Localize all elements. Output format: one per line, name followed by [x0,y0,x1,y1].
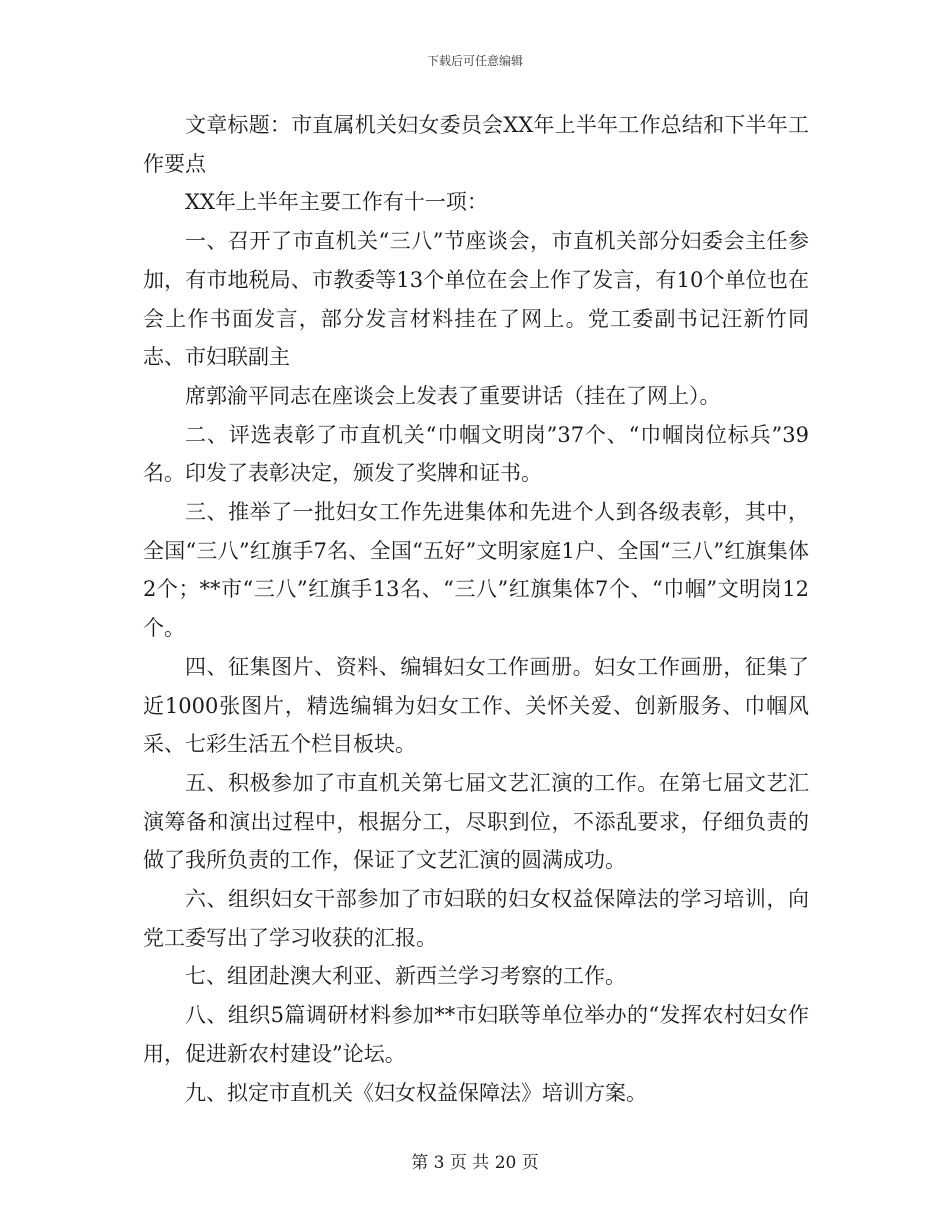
item-8-paragraph: 八、组织5篇调研材料参加**市妇联等单位举办的“发挥农村妇女作用，促进新农村建设”论坛。 [143,1003,809,1066]
page-number-footer: 第 3 页 共 20 页 [411,1153,539,1173]
item-5-paragraph: 五、积极参加了市直机关第七届文艺汇演的工作。在第七届文艺汇演筹备和演出过程中，根据分工，尽职到位，不添乱要求，仔细负责的做了我所负责的工作，保证了文艺汇演的圆满成功。 [143,770,809,873]
document-body [143,106,809,1112]
article-title-paragraph: 文章标题：市直属机关妇女委员会XX年上半年工作总结和下半年工作要点 [143,113,809,176]
item-7-paragraph: 七、组团赴澳大利亚、新西兰学习考察的工作。 [185,964,626,989]
summary-intro-paragraph: XX年上半年主要工作有十一项： [185,190,488,215]
item-6-paragraph: 六、组织妇女干部参加了市妇联的妇女权益保障法的学习培训，向党工委写出了学习收获的汇报。 [143,887,809,950]
item-1-continuation-paragraph: 席郭渝平同志在座谈会上发表了重要讲话（挂在了网上）。 [185,383,721,408]
item-3-paragraph: 三、推举了一批妇女工作先进集体和先进个人到各级表彰，其中，全国“三八”红旗手7名、全国“五好”文明家庭1户、全国“三八”红旗集体2个；**市“三八”红旗手13名、“三八”红旗集体7个、“巾帼”文明岗12个。 [143,500,809,641]
item-2-paragraph: 二、评选表彰了市直机关“巾帼文明岗”37个、“巾帼岗位标兵”39名。印发了表彰决定，颁发了奖牌和证书。 [143,422,809,486]
page-header-note: 下载后可任意编辑 [426,54,523,68]
item-9-paragraph: 九、拟定市直机关《妇女权益保障法》培训方案。 [185,1080,647,1105]
item-4-paragraph: 四、征集图片、资料、编辑妇女工作画册。妇女工作画册，征集了近1000张图片，精选编辑为妇女工作、关怀关爱、创新服务、巾帼风采、七彩生活五个栏目板块。 [143,654,809,757]
item-1-paragraph: 一、召开了市直机关“三八”节座谈会，市直机关部分妇委会主任参加，有市地税局、市教委等13个单位在会上作了发言，有10个单位也在会上作书面发言，部分发言材料挂在了网上。党工委副书记汪新竹同志、市妇联副主 [143,229,809,370]
